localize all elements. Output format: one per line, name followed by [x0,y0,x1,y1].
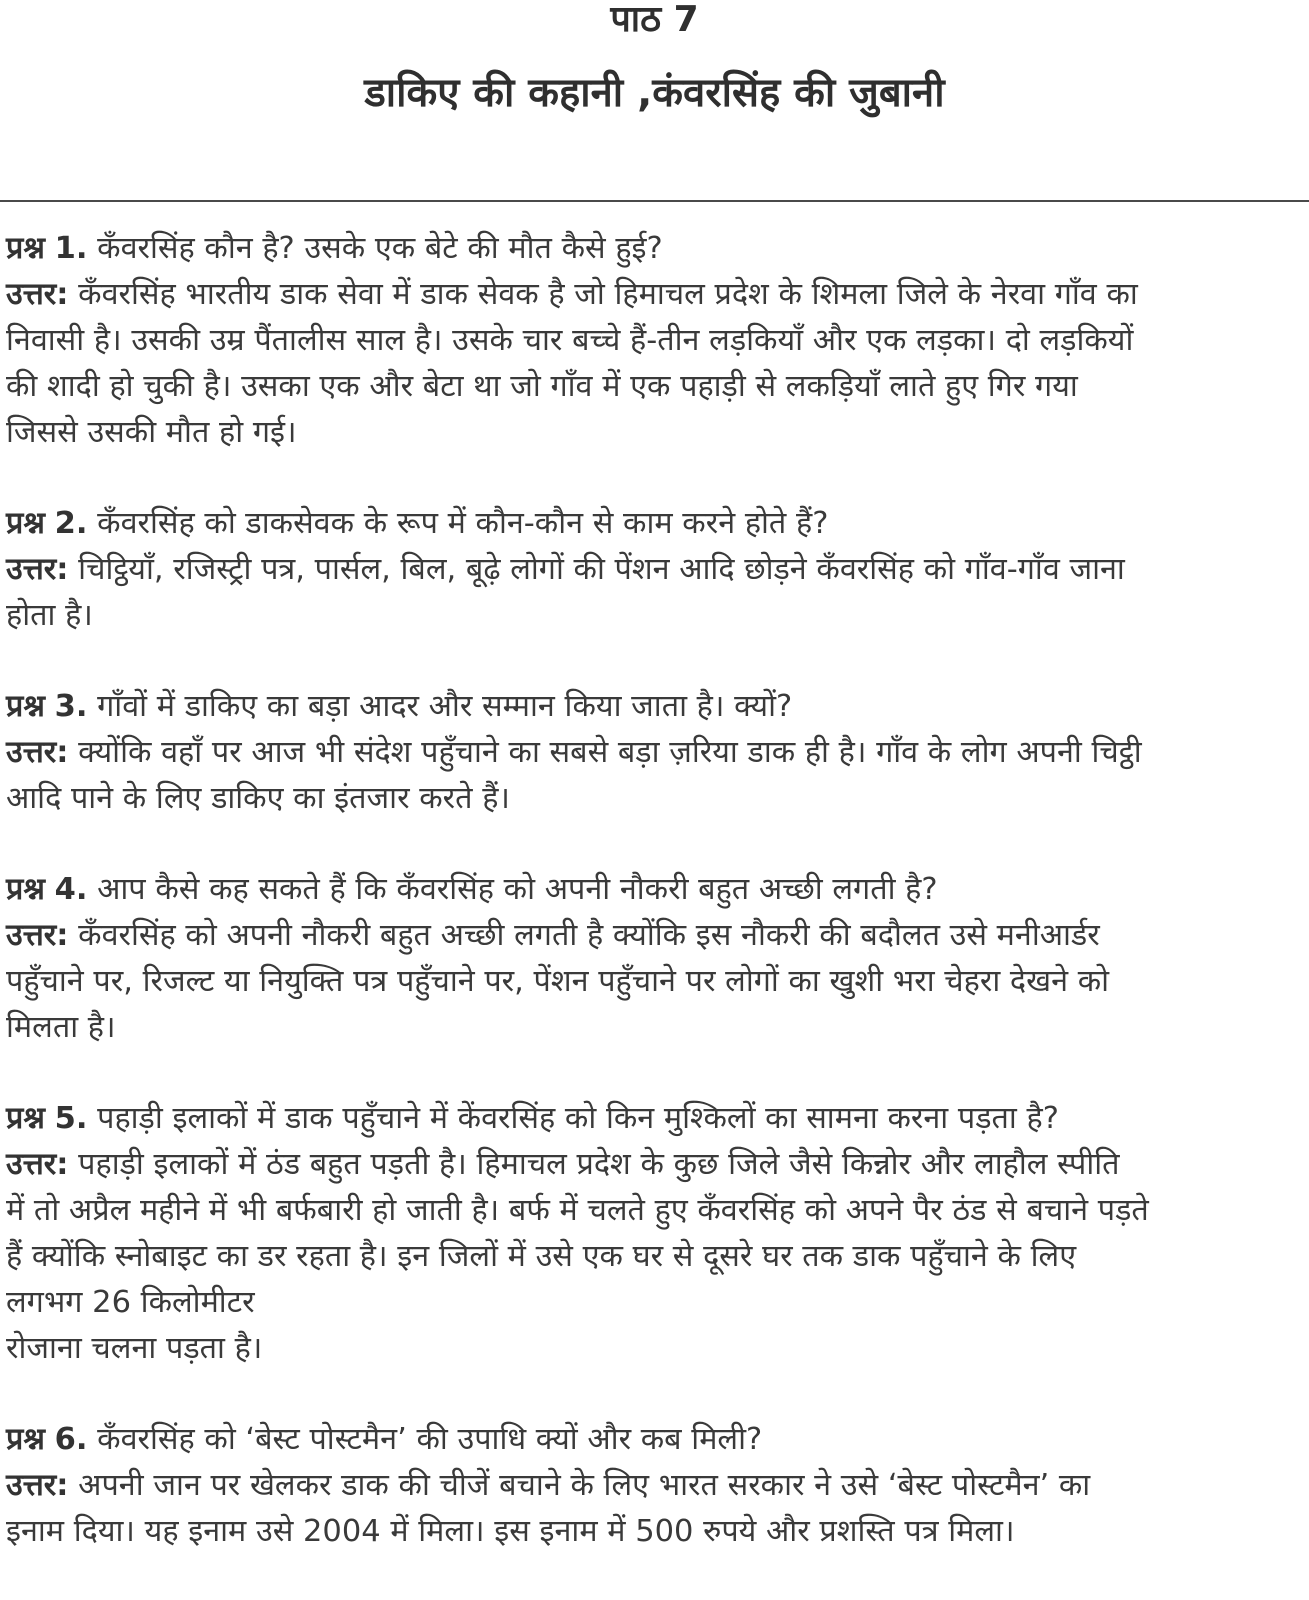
answer-label: उत्तर: [6,277,69,312]
question-text: गाँवों में डाकिए का बड़ा आदर और सम्मान किया जाता है। क्यों? [97,689,793,724]
answer-line [6,913,1306,959]
answer-text: निवासी है। उसकी उम्र पैंतालीस साल है। उसके चार बच्चे हैं-तीन लड़कियाँ और एक लड़का। दो लड़कियों [6,323,1134,358]
answer-line [6,776,1306,822]
answer-label: उत्तर: [6,552,69,587]
answer-line [6,1509,1306,1555]
qa-item [6,226,1306,456]
answer-line [6,1280,1306,1326]
question-number: 4. [54,872,88,907]
answer-text: पहाड़ी इलाकों में ठंड बहुत पड़ती है। हिमाचल प्रदेश के कुछ जिले जैसे किन्नोर और लाहौल स्पीति [78,1147,1120,1182]
answer-line [6,364,1306,410]
answer-text: मिलता है। [6,1010,116,1045]
answer-text: में तो अप्रैल महीने में भी बर्फबारी हो जाती है। बर्फ में चलते हुए कँवरसिंह को अपने पैर ठंड से बचाने पड़ते [6,1193,1149,1228]
answer-label: उत्तर: [6,918,69,953]
answer-line [6,318,1306,364]
answer-line [6,1188,1306,1234]
question-line [6,1417,1306,1463]
question-line [6,226,1306,272]
question-number: 3. [54,689,88,724]
question-line [6,867,1306,913]
question-line [6,1096,1306,1142]
lesson-title: डाकिए की कहानी ,कंवरसिंह की जुबानी [364,70,945,116]
question-text: कँवरसिंह को डाकसेवक के रूप में कौन-कौन से काम करने होते हैं? [97,506,829,541]
qa-item [6,1417,1306,1555]
question-number: 5. [54,1101,88,1136]
qa-list [6,226,1306,1600]
answer-text: इनाम दिया। यह इनाम उसे 2004 में मिला। इस इनाम में 500 रुपये और प्रशस्ति पत्र मिला। [6,1514,1015,1549]
lesson-number: पाठ 7 [610,0,699,40]
question-label: प्रश्न [6,1422,45,1457]
answer-text: हैं क्योंकि स्नोबाइट का डर रहता है। इन जिलों में उसे एक घर से दूसरे घर तक डाक पहुँचाने के लिए [6,1239,1077,1274]
answer-text: चिट्ठियाँ, रजिस्ट्री पत्र, पार्सल, बिल, बूढ़े लोगों की पेंशन आदि छोड़ने कँवरसिंह को गाँव-गाँव जाना [78,552,1125,587]
answer-line [6,1234,1306,1280]
answer-text: लगभग 26 किलोमीटर [6,1285,255,1320]
question-label: प्रश्न [6,689,45,724]
question-text: कँवरसिंह कौन है? उसके एक बेटे की मौत कैसे हुई? [97,231,663,266]
answer-line [6,1005,1306,1051]
answer-line [6,547,1306,593]
question-line [6,684,1306,730]
qa-item [6,1096,1306,1372]
answer-text: जिससे उसकी मौत हो गई। [6,415,297,450]
question-label: प्रश्न [6,506,45,541]
answer-line [6,272,1306,318]
question-number: 6. [54,1422,88,1457]
question-text: कँवरसिंह को ‘बेस्ट पोस्टमैन’ की उपाधि क्यों और कब मिली? [97,1422,763,1457]
question-number: 1. [54,231,88,266]
answer-label: उत्तर: [6,735,69,770]
question-line [6,501,1306,547]
question-label: प्रश्न [6,231,45,266]
answer-text: कँवरसिंह भारतीय डाक सेवा में डाक सेवक है जो हिमाचल प्रदेश के शिमला जिले के नेरवा गाँव का [78,277,1138,312]
answer-line [6,1326,1306,1372]
page-header [0,0,1309,118]
answer-line [6,959,1306,1005]
answer-line [6,1463,1306,1509]
answer-text: की शादी हो चुकी है। उसका एक और बेटा था जो गाँव में एक पहाड़ी से लकड़ियाँ लाते हुए गिर गया [6,369,1078,404]
answer-line [6,410,1306,456]
question-label: प्रश्न [6,1101,45,1136]
qa-item [6,867,1306,1051]
answer-line [6,593,1306,639]
answer-text: अपनी जान पर खेलकर डाक की चीजें बचाने के लिए भारत सरकार ने उसे ‘बेस्ट पोस्टमैन’ का [78,1468,1091,1503]
answer-label: उत्तर: [6,1147,69,1182]
qa-item [6,684,1306,822]
answer-text: कँवरसिंह को अपनी नौकरी बहुत अच्छी लगती है क्योंकि इस नौकरी की बदौलत उसे मनीआर्डर [78,918,1100,953]
answer-line [6,1142,1306,1188]
answer-text: रोजाना चलना पड़ता है। [6,1331,263,1366]
question-text: पहाड़ी इलाकों में डाक पहुँचाने में केंवरसिंह को किन मुश्किलों का सामना करना पड़ता है? [97,1101,1059,1136]
answer-text: पहुँचाने पर, रिजल्ट या नियुक्ति पत्र पहुँचाने पर, पेंशन पहुँचाने पर लोगों का खुशी भरा चेहरा देखने को [6,964,1110,999]
answer-text: आदि पाने के लिए डाकिए का इंतजार करते हैं। [6,781,510,816]
answer-text: क्योंकि वहाँ पर आज भी संदेश पहुँचाने का सबसे बड़ा ज़रिया डाक ही है। गाँव के लोग अपनी चिट्ठी [78,735,1142,770]
qa-item [6,501,1306,639]
answer-line [6,730,1306,776]
header-divider [0,200,1309,202]
question-number: 2. [54,506,88,541]
answer-label: उत्तर: [6,1468,69,1503]
question-text: आप कैसे कह सकते हैं कि कँवरसिंह को अपनी नौकरी बहुत अच्छी लगती है? [97,872,938,907]
answer-text: होता है। [6,598,93,633]
question-label: प्रश्न [6,872,45,907]
